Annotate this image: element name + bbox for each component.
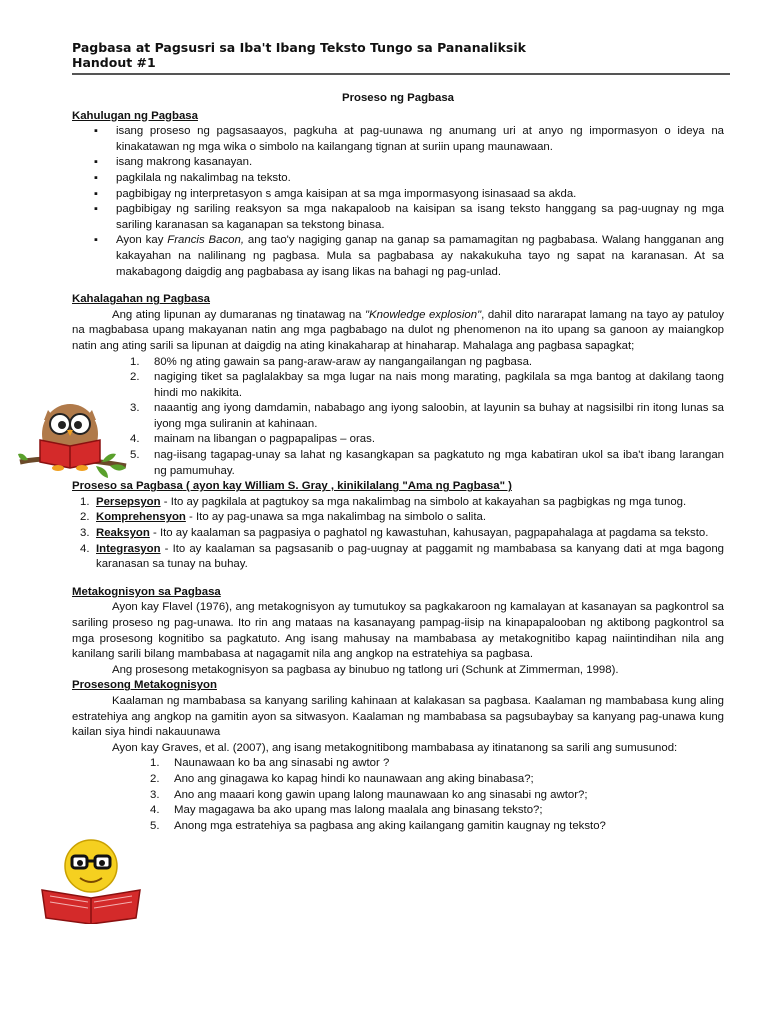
item-term: Integrasyon [96, 542, 161, 555]
item-text: - Ito ay pag-unawa sa mga nakalimbag na simbolo o salita. [185, 511, 486, 524]
item-text: - Ito ay kaalaman sa pagsasanib o pag-uugnay at paggamit ng mambabasa sa kanyang dati at mga bagong karanasan sa tunay na buhay. [96, 542, 724, 571]
list-item [72, 448, 724, 479]
proseso-heading-text: Proseso sa Pagbasa [72, 480, 183, 493]
list-item [72, 542, 724, 573]
questions-list [72, 756, 724, 834]
intro-italic: "Knowledge explosion" [365, 308, 482, 321]
item-text: - Ito ay pagkilala at pagtukoy sa mga nakalimbag na simbolo at kakayahan sa pagbigkas ng mga tunog. [160, 495, 687, 508]
item-text: - Ito ay kaalaman sa pagpasiya o paghatol ng kawastuhan, kahusayan, pagpapahalaga at pagdama sa teksto. [149, 527, 709, 540]
item-text: Anong mga estratehiya sa pagbasa ang aking kailangang gamitin kaugnay ng teksto? [174, 819, 606, 832]
item-number: 2. [130, 371, 140, 384]
item-text: naaantig ang iyong damdamin, nababago ang iyong saloobin, at layunin sa buhay at nagsisilbi rin itong lunas sa iyong mga suliranin at kahinaan. [154, 402, 724, 430]
proseso-list [72, 495, 724, 573]
intro-text-rest: , dahil dito nararapat lamang na tayo ay patuloy na magbabasa upang makayanan natin ang mga pagbabago na dulot ng phenomenon na ito upang sa ganoon ay maiangkop natin ang ating sarili sa lipunan at daigdig na ating kinakaharap at hinaharap. Mahalaga ang pagbasa sapagkat; [72, 308, 724, 352]
list-item [72, 432, 724, 448]
item-number: 3. [130, 402, 140, 415]
list-item [72, 526, 724, 542]
item-text: Ano ang ginagawa ko kapag hindi ko naunawaan ang aking binabasa?; [174, 772, 534, 785]
item-number: 2. [150, 772, 160, 785]
kahalagahan-list [72, 355, 724, 480]
list-item [72, 772, 724, 788]
section-heading-proseso [72, 479, 724, 495]
kahalagahan-intro [72, 308, 724, 355]
bacon-pre: Ayon kay [116, 234, 168, 247]
item-number: 1. [80, 495, 90, 508]
list-item [72, 788, 724, 804]
item-number: 1. [150, 757, 160, 770]
list-item [72, 370, 724, 401]
item-text: nag-iisang tagapag-unay sa lahat ng kasangkapan sa pagkatuto ng mga kabatiran ukol sa iba't ibang larangan ng pamumuhay. [154, 449, 724, 477]
list-item: ▪ isang makrong kasanayan. [72, 155, 724, 171]
metakognisyon-paragraph: Ayon kay Flavel (1976), ang metakognisyon ay tumutukoy sa pagkakaroon ng kamalayan at kasanayan sa pagkontrol sa sariling proseso ng pag-unawa. Ito rin ang mataas na kasanayang pampag-iisip na kinapapalooban ng aktibong pagkontrol sa mga prosesong kognitibo sa pagkatuto. Ang isang mahusay na mambabasa ay metakognitibo kapag naiintindihan nila ang kanilang sarili bilang mambabasa at nagagamit nila ang angkop na estratehiya sa pagbasa. [72, 601, 724, 661]
list-item: ▪ isang proseso ng pagsasaayos, pagkuha at pag-uunawa ng anumang uri at anyo ng impormasyon o ideya na kinakatawan ng mga wika o simbolo na kailangang tignan at suriin upang maunawaan. [72, 124, 724, 155]
list-item [72, 819, 724, 835]
kahulugan-list [72, 124, 724, 280]
item-text: May magagawa ba ako upang mas lalong maalala ang binasang teksto?; [174, 804, 543, 817]
item-number: 3. [150, 788, 160, 801]
list-item: ▪ pagbibigay ng sariling reaksyon sa mga nakapaloob na kaisipan sa isang teksto hanggang sa pag-uugnay ng mga sariling karanasan sa kaganapan sa tekstong binasa. [72, 202, 724, 233]
item-text: Ano ang maaari kong gawin upang lalong maunawaan ko ang sinasabi ng awtor?; [174, 788, 588, 801]
document-header [72, 40, 526, 70]
owl-reading-book-icon [18, 396, 128, 482]
list-item-bacon [72, 233, 724, 280]
document-title: Proseso ng Pagbasa [341, 92, 455, 104]
section-heading-kahulugan: Kahulugan ng Pagbasa [72, 109, 198, 122]
intro-text: Ang ating lipunan ay dumaranas ng tinatawag na [112, 308, 366, 321]
list-item [72, 495, 724, 511]
item-number: 4. [130, 433, 140, 446]
item-term: Reaksyon [96, 527, 150, 540]
list-item [72, 510, 724, 526]
item-number: 5. [130, 449, 140, 462]
item-number: 4. [150, 804, 160, 817]
course-title: Pagbasa at Pagsusri sa Iba't Ibang Teksto Tungo sa Pananaliksik [72, 40, 526, 55]
item-text: mainam na libangan o pagpapalipas – oras. [154, 433, 376, 446]
header-divider [72, 73, 730, 75]
item-number: 3. [80, 527, 90, 540]
handout-body [72, 91, 724, 834]
item-text: Naunawaan ko ba ang sinasabi ng awtor ? [174, 757, 390, 770]
item-number: 5. [150, 819, 160, 832]
item-term: Komprehensyon [96, 511, 186, 524]
list-item [72, 355, 724, 371]
prosesong-paragraph: Kaalaman ng mambabasa sa kanyang sariling kahinaan at kalakasan sa pagbasa. Kaalaman ng mambabasa kung aling estratehiya ang angkop na gamitin ayon sa sitwasyon. Kaalaman ng mambabasa sa pagsubaybay sa kanyang pag-unawa kung kailan siya hindi nakauunawa [72, 694, 724, 739]
item-text: 80% ng ating gawain sa pang-araw-araw ay nangangailangan ng pagbasa. [154, 355, 533, 368]
item-number: 2. [80, 511, 90, 524]
list-item [72, 803, 724, 819]
item-text: nagiging tiket sa paglalakbay sa mga lugar na nais mong marating, pagkilala sa mga bantog at dakilang taong hindi mo nakikita. [154, 371, 724, 399]
item-number: 4. [80, 542, 90, 555]
section-heading-prosesong: Prosesong Metakognisyon [72, 679, 217, 692]
handout-number: Handout #1 [72, 55, 156, 70]
metakognisyon-paragraph-2: Ang prosesong metakognisyon sa pagbasa ay binubuo ng tatlong uri (Schunk at Zimmerman, 1998). [112, 663, 619, 676]
list-item [72, 401, 724, 432]
list-item: ▪ pagkilala ng nakalimbag na teksto. [72, 171, 724, 187]
section-heading-metakognisyon: Metakognisyon sa Pagbasa [72, 585, 221, 598]
list-item: ▪ pagbibigay ng interpretasyon s amga kaisipan at sa mga impormasyong isinasaad sa akda. [72, 187, 724, 203]
bacon-post: ang tao'y nagiging ganap na ganap sa pamamagitan ng pagbabasa. Walang hangganan ang kakayahan na nalilinang ng pagbasa. Mula sa pagbabasa ay nakakukuha tayo ng sapat na karanasan. At sa makabagong daigdig ang pagbabasa ay isang likas na bahagi ng pag-unlad. [116, 234, 725, 278]
item-term: Persepsyon [96, 495, 161, 508]
proseso-heading-note: ( ayon kay William S. Gray , kinikilalang "Ama ng Pagbasa" ) [182, 480, 512, 493]
prosesong-paragraph-2: Ayon kay Graves, et al. (2007), ang isang metakognitibong mambabasa ay itinatanong sa sarili ang sumusunod: [112, 741, 678, 754]
item-number: 1. [130, 355, 140, 368]
smiley-reading-book-icon [36, 836, 146, 924]
list-item [72, 756, 724, 772]
section-heading-kahalagahan: Kahalagahan ng Pagbasa [72, 293, 210, 306]
bacon-name: Francis Bacon, [167, 234, 245, 247]
